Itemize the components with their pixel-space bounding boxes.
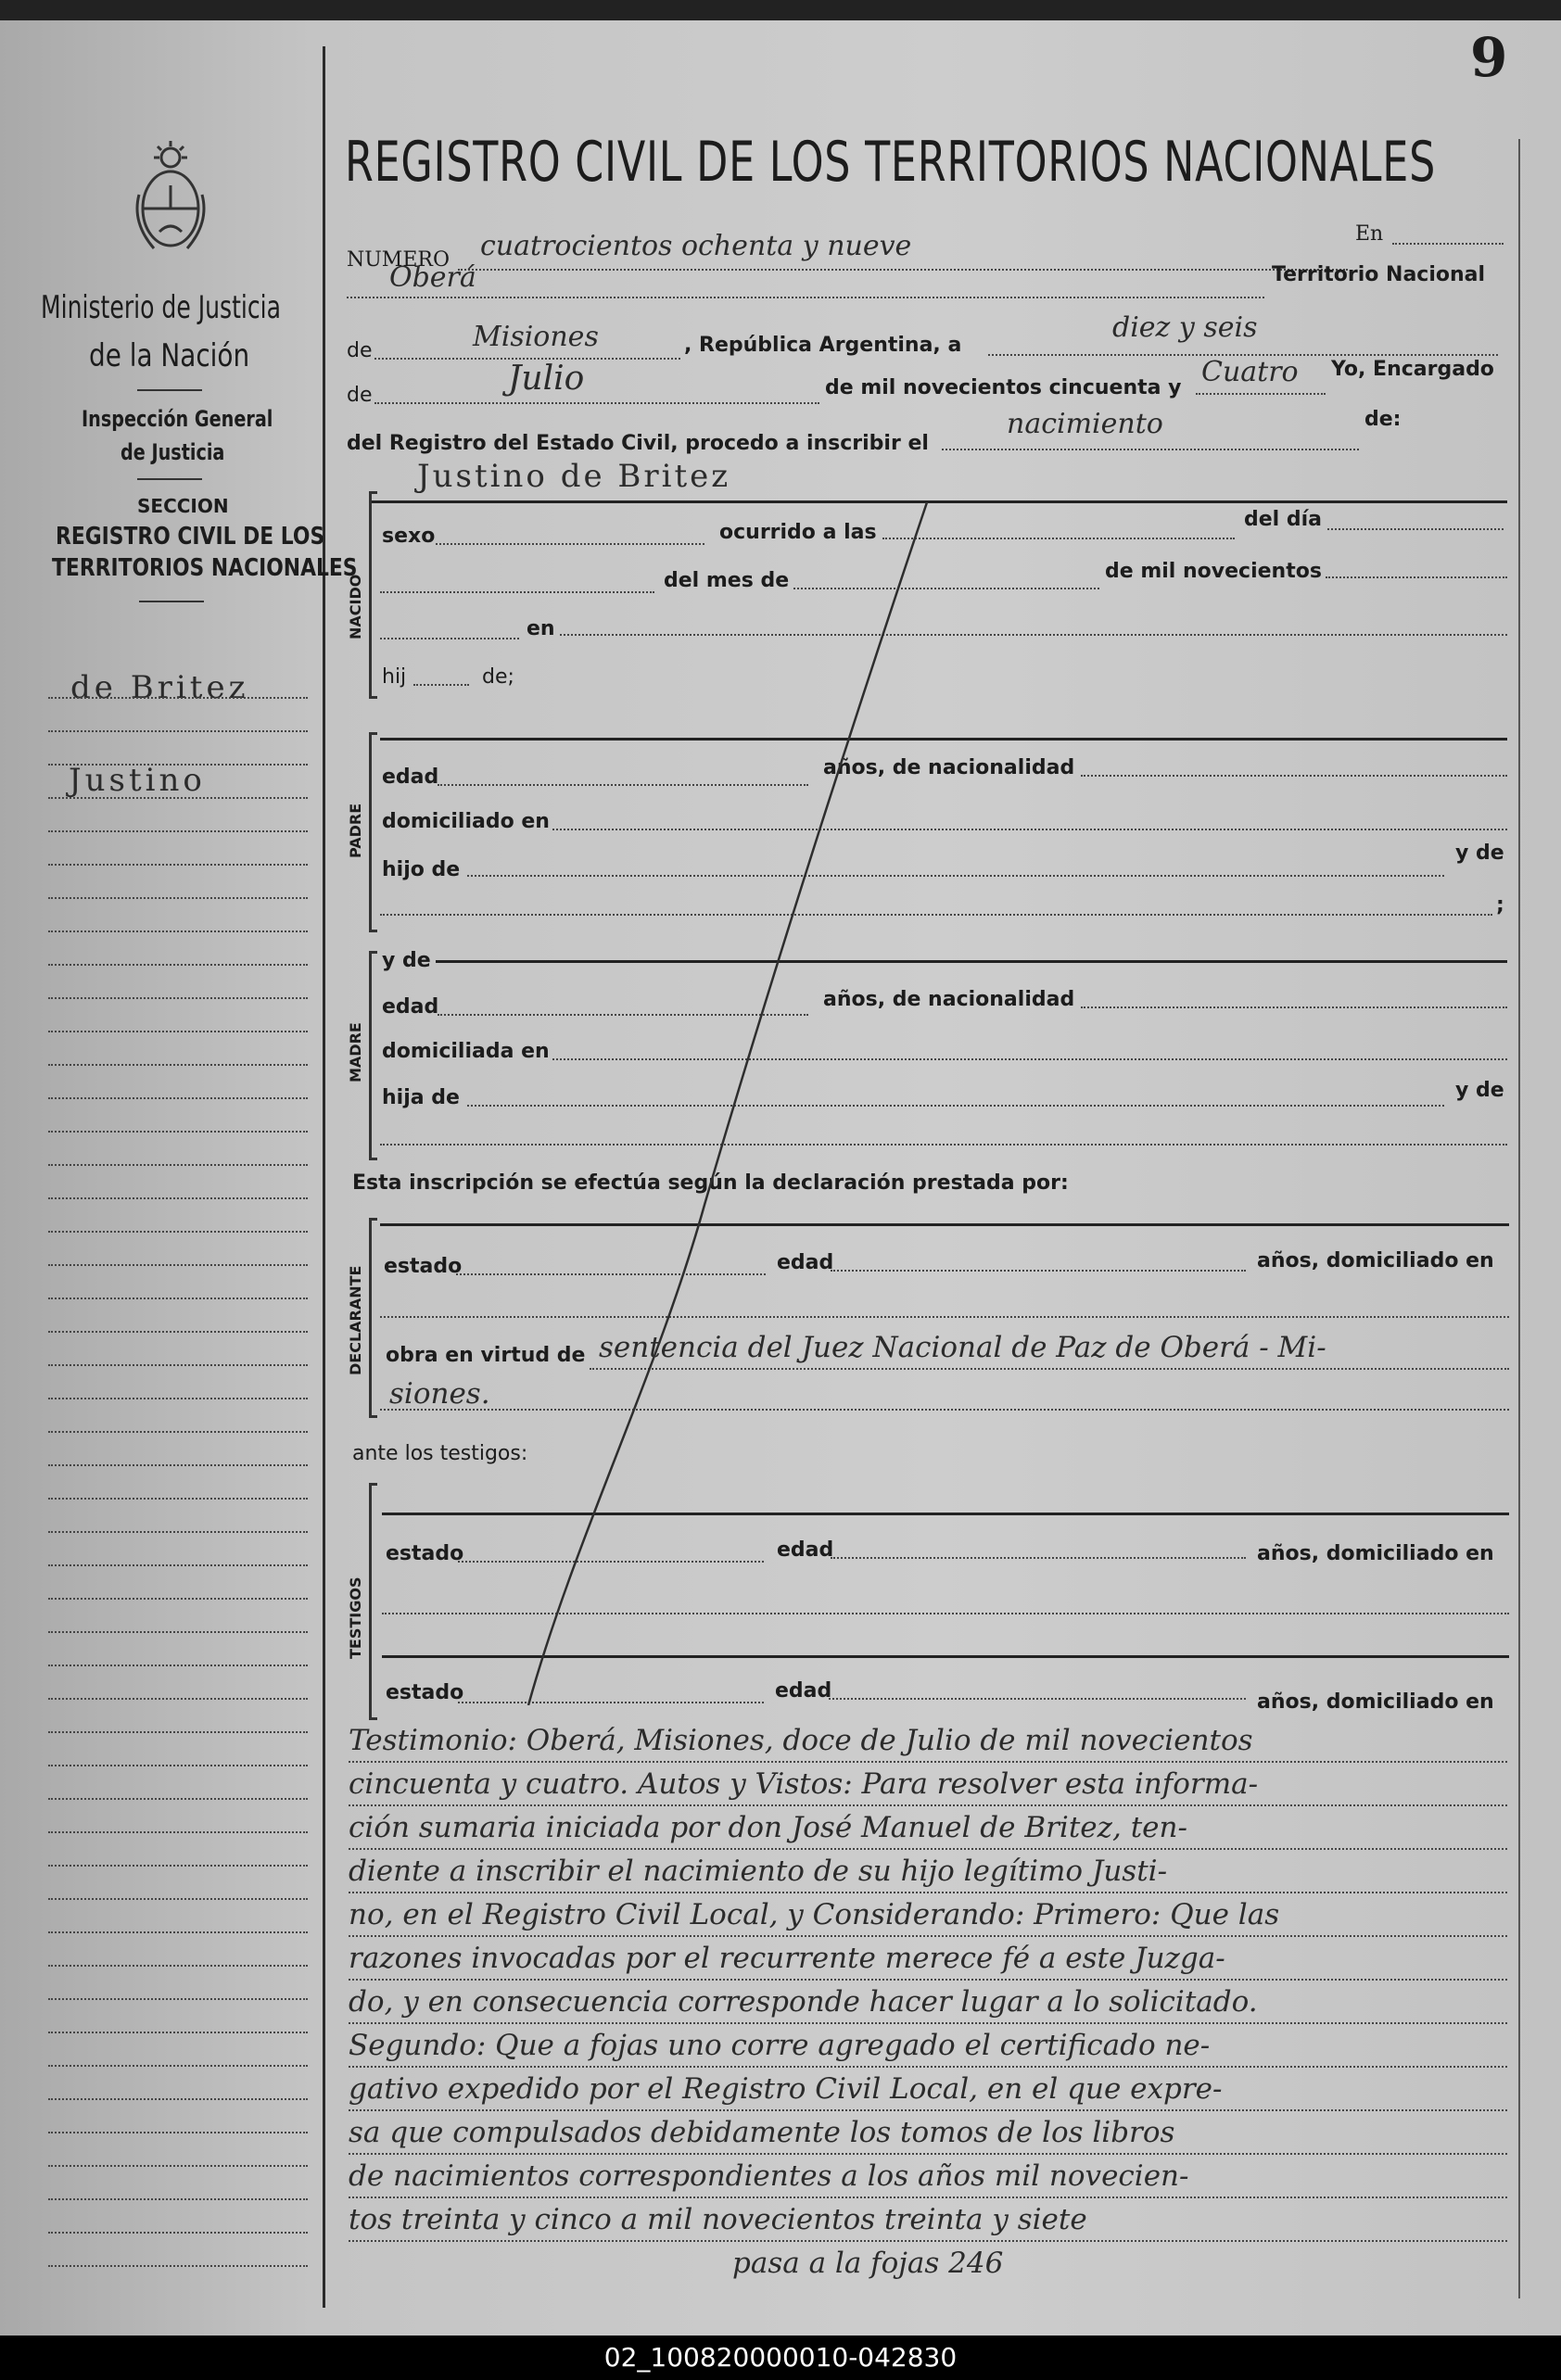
testimony-line: gativo expedido por el Registro Civil Local, en el que expre-	[349, 2072, 1223, 2106]
testimony-rule	[349, 1935, 1507, 1937]
testimony-rule	[349, 2196, 1507, 2198]
left-rule-line	[48, 2232, 308, 2234]
madre-anos-label: años, de nacionalidad	[823, 988, 1075, 1011]
testimony-line: Segundo: Que a fojas uno corre agregado el certificado ne-	[349, 2029, 1211, 2062]
left-rule-line	[48, 2265, 308, 2267]
obra-label: obra en virtud de	[386, 1344, 586, 1367]
testimony-rule	[349, 1892, 1507, 1893]
dec-anos-label: años, domiciliado en	[1257, 1249, 1494, 1272]
testimony-rule	[349, 2066, 1507, 2068]
left-rule-line	[48, 1031, 308, 1032]
territorio-label: Territorio Nacional	[1272, 263, 1486, 286]
padre-dom-label: domiciliado en	[382, 810, 550, 833]
year-value: Cuatro	[1201, 356, 1299, 388]
nacido-bracket	[369, 491, 377, 699]
left-rule-line	[48, 1097, 308, 1099]
left-rule-line	[48, 1431, 308, 1433]
page-number: 9	[1470, 26, 1508, 89]
testimony-line: diente a inscribir el nacimiento de su hijo legítimo Justi-	[349, 1855, 1168, 1888]
left-rule-line	[48, 1131, 308, 1133]
left-rule-line	[48, 1197, 308, 1199]
territory-value: Misiones	[473, 321, 599, 353]
act-line	[942, 449, 1359, 450]
left-rule-line	[48, 1598, 308, 1600]
left-surname: de Britez	[70, 669, 249, 706]
left-rule-line	[48, 1665, 308, 1666]
divider	[137, 478, 202, 480]
left-rule-line	[48, 1498, 308, 1500]
left-rule-line	[48, 1164, 308, 1166]
en-pre-line	[380, 638, 519, 639]
dec-estado-label: estado	[384, 1255, 463, 1278]
left-rule-line	[48, 1264, 308, 1266]
madre-hija-label: hija de	[382, 1086, 460, 1109]
testimony-rule	[349, 1804, 1507, 1806]
testimony-line: ción sumaria iniciada por don José Manuel de Britez, ten-	[349, 1811, 1187, 1844]
madre-edad-label: edad	[382, 995, 439, 1019]
madre-y-de-label: y de	[382, 949, 431, 972]
month-value: Julio	[508, 360, 585, 398]
testimony-rule	[349, 2109, 1507, 2111]
madre-y-de2-label: y de	[1455, 1079, 1504, 1102]
en-label: En	[1355, 222, 1384, 246]
encargado-label: Yo, Encargado	[1331, 358, 1494, 381]
act-value: nacimiento	[1007, 408, 1163, 440]
left-rule-line	[48, 2198, 308, 2200]
padre-bracket	[369, 732, 377, 932]
numero-line	[458, 269, 1348, 271]
padre-anos-label: años, de nacionalidad	[823, 756, 1075, 779]
left-rule-line	[48, 1631, 308, 1633]
madre-nac-line	[1081, 1006, 1507, 1008]
testimony-rule	[349, 2153, 1507, 2155]
left-rule-line	[48, 1464, 308, 1466]
testimony-rule	[349, 2022, 1507, 2024]
inscripcion-label: Esta inscripción se efectúa según la declaración prestada por:	[352, 1171, 1069, 1195]
left-column-border	[323, 46, 325, 2308]
dec-edad-label: edad	[777, 1251, 834, 1274]
left-rule-line	[48, 1865, 308, 1867]
testimony-line: Testimonio: Oberá, Misiones, doce de Julio de mil novecientos	[349, 1724, 1253, 1757]
inspection-line2: de Justicia	[121, 439, 225, 465]
divider	[139, 601, 204, 602]
de-label: de	[347, 339, 373, 362]
left-rule-line	[48, 2165, 308, 2167]
inspection-line1: Inspección General	[82, 406, 273, 432]
padre-side-label: PADRE	[347, 803, 364, 858]
tes-anos1-label: años, domiciliado en	[1257, 1542, 1494, 1565]
madre-side-label: MADRE	[347, 1022, 364, 1082]
left-rule-line	[48, 964, 308, 966]
republica-label: , República Argentina, a	[684, 334, 962, 357]
de2-label: de	[347, 384, 373, 407]
padre-semi: ;	[1496, 893, 1504, 917]
padre-nac-line	[1081, 775, 1507, 777]
left-rule-line	[48, 730, 308, 732]
testigos-side-label: TESTIGOS	[347, 1576, 364, 1659]
left-rule-line	[48, 1231, 308, 1233]
numero-value: cuatrocientos ochenta y nueve	[480, 230, 912, 262]
left-rule-line	[48, 1998, 308, 2000]
right-border	[1518, 139, 1520, 2298]
testimony-line: pasa a la fojas 246	[732, 2247, 1004, 2280]
madre-bracket	[369, 951, 377, 1160]
tes-edad2-label: edad	[775, 1679, 832, 1703]
place-value: Oberá	[389, 261, 476, 294]
nacido-en-label: en	[527, 617, 555, 640]
left-rule-line	[48, 1765, 308, 1766]
mil-nov-label: de mil novecientos	[1105, 560, 1322, 583]
del-dia-label: del día	[1244, 508, 1323, 531]
left-rule-line	[48, 1064, 308, 1066]
left-rule-line	[48, 1898, 308, 1900]
ocurrido-label: ocurrido a las	[719, 521, 877, 544]
testimony-rule	[349, 2240, 1507, 2242]
testimony-rule	[349, 1979, 1507, 1981]
testigos-bracket	[369, 1483, 377, 1720]
registro-label: del Registro del Estado Civil, procedo a inscribir el	[347, 432, 929, 455]
left-rule-line	[48, 830, 308, 832]
obra-value-2: siones.	[389, 1377, 490, 1411]
nacido-side-label: NACIDO	[347, 574, 364, 639]
place-line	[347, 297, 1264, 298]
day-value: diez y seis	[1112, 311, 1258, 344]
testimony-line: cincuenta y cuatro. Autos y Vistos: Para resolver esta informa-	[349, 1767, 1259, 1801]
testimony-line: no, en el Registro Civil Local, y Considerando: Primero: Que las	[349, 1898, 1280, 1931]
del-mes-label: del mes de	[664, 569, 790, 592]
padre-edad-label: edad	[382, 766, 439, 789]
obra-value-1: sentencia del Juez Nacional de Paz de Oberá - Mi-	[599, 1331, 1326, 1364]
left-rule-line	[48, 2065, 308, 2067]
mil-label: de mil novecientos cincuenta y	[825, 376, 1182, 399]
en-line	[1392, 243, 1504, 245]
left-rule-line	[48, 1331, 308, 1333]
footer-code: 02_100820000010-042830	[603, 2342, 958, 2373]
registry-line2: TERRITORIOS NACIONALES	[52, 554, 358, 582]
testimony-line: de nacimientos correspondientes a los años mil novecien-	[349, 2159, 1189, 2193]
hij-label: hij	[382, 665, 407, 689]
cancel-stroke	[501, 500, 945, 1705]
dia-line	[1327, 528, 1504, 530]
testimony-line: razones invocadas por el recurrente merece fé a este Juzga-	[349, 1942, 1225, 1975]
left-rule-line	[48, 2098, 308, 2100]
tes-estado2-label: estado	[386, 1681, 464, 1704]
sexo-label: sexo	[382, 525, 436, 548]
left-rule-line	[48, 1298, 308, 1299]
declarante-side-label: DECLARANTE	[347, 1265, 364, 1375]
left-rule-line	[48, 997, 308, 999]
left-rule-line	[48, 697, 308, 699]
testimony-line: tos treinta y cinco a mil novecientos treinta y siete	[349, 2203, 1087, 2236]
left-rule-line	[48, 930, 308, 932]
registry-line1: REGISTRO CIVIL DE LOS	[56, 523, 325, 551]
form-title: REGISTRO CIVIL DE LOS TERRITORIOS NACIONALES	[345, 130, 1436, 195]
scan-edge	[0, 0, 1561, 20]
name-value: Justino de Britez	[417, 458, 731, 495]
divider	[137, 389, 202, 391]
left-rule-line	[48, 1564, 308, 1566]
testigos-label: ante los testigos:	[352, 1442, 528, 1465]
left-rule-line	[48, 1364, 308, 1366]
left-rule-line	[48, 1965, 308, 1967]
left-rule-line	[48, 797, 308, 799]
left-rule-line	[48, 764, 308, 766]
left-rule-line	[48, 2032, 308, 2033]
padre-hijo-label: hijo de	[382, 858, 461, 881]
tes-estado1-label: estado	[386, 1542, 464, 1565]
section-label: SECCION	[137, 495, 229, 517]
coat-of-arms-icon	[126, 139, 215, 260]
testimony-rule	[349, 1761, 1507, 1763]
testimony-line: sa que compulsados debidamente los tomos de los libros	[349, 2116, 1175, 2149]
madre-dom-label: domiciliada en	[382, 1040, 550, 1063]
testimony-rule	[349, 1848, 1507, 1850]
year-line	[1196, 393, 1326, 395]
month-line	[374, 402, 819, 404]
scan-footer	[0, 2336, 1561, 2380]
tes-edad1-label: edad	[777, 1538, 834, 1562]
nov-line	[1326, 576, 1507, 578]
left-rule-line	[48, 1931, 308, 1933]
left-rule-line	[48, 864, 308, 866]
hij-line	[413, 684, 469, 686]
testimony-line: do, y en consecuencia corresponde hacer lugar a lo solicitado.	[349, 1985, 1258, 2019]
declarante-bracket	[369, 1218, 377, 1418]
left-rule-line	[48, 897, 308, 899]
left-rule-line	[48, 2132, 308, 2133]
left-rule-line	[48, 1731, 308, 1733]
hij-de-label: de;	[482, 665, 514, 689]
left-rule-line	[48, 1398, 308, 1399]
ministry-line2: de la Nación	[89, 337, 250, 374]
numero-label: NUMERO	[347, 248, 450, 272]
ministry-line1: Ministerio de Justicia	[41, 289, 282, 326]
left-rule-line	[48, 1798, 308, 1800]
padre-y-de-label: y de	[1455, 842, 1504, 865]
left-given-name: Justino	[69, 762, 206, 799]
left-rule-line	[48, 1531, 308, 1533]
left-rule-line	[48, 1698, 308, 1700]
left-rule-line	[48, 1831, 308, 1833]
tes-anos2-label: años, domiciliado en	[1257, 1690, 1494, 1714]
de3-label: de:	[1364, 408, 1402, 431]
